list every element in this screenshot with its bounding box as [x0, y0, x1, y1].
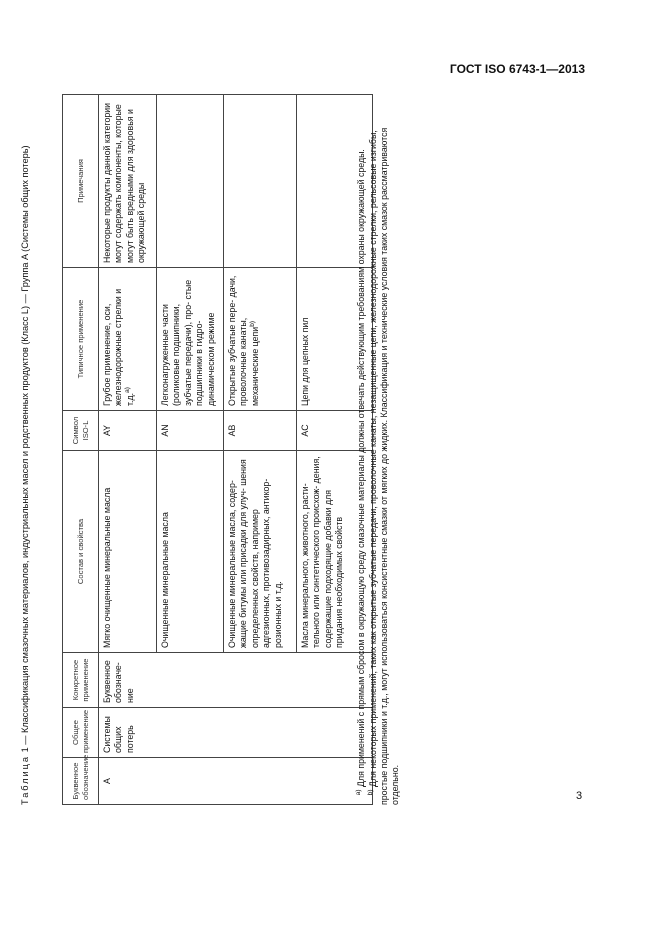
page-number: 3 [576, 790, 583, 802]
footnote-mark: а) [355, 789, 363, 796]
header-letter: Буквенное обозначение [63, 758, 99, 805]
group-general: Системы общих потерь [99, 708, 373, 758]
notes-cell: Некоторые продукты данной категории могут содержать компоненты, которые могут быть вредными для здоровья и окружающей среды [99, 95, 157, 268]
symbol-cell: AY [99, 411, 157, 451]
symbol-cell: AB [224, 411, 297, 451]
symbol-cell: AN [157, 411, 224, 451]
classification-table [62, 94, 373, 805]
footnotes [356, 105, 402, 805]
group-letter: A [99, 758, 373, 805]
table-header-row [63, 95, 99, 805]
footnote-mark: b) [367, 789, 375, 796]
header-general: Общее применение [63, 708, 99, 758]
footnote-text: Для применений с прямым сбросом в окружающую среду смазочные материалы должны отвечать действующим требованиям охраны окружающей среды. [356, 149, 366, 787]
footnote-ref: а) [123, 387, 131, 393]
typical-cell [157, 268, 224, 411]
standard-header: ГОСТ ISO 6743-1—2013 [449, 62, 585, 76]
notes-cell-empty [157, 95, 224, 268]
header-symbol: Символ ISO-L [63, 411, 99, 451]
notes-cell-empty [224, 95, 297, 268]
group-specific: Буквенное обозначе- ние [99, 653, 373, 708]
symbol-cell: AC [297, 411, 373, 451]
composition-cell: Мягко очищенные минеральные масла [99, 451, 157, 653]
table-row [99, 95, 157, 805]
composition-cell: Масла минерального, животного, расти- тельного или синтетического происхож- дения, содержащие подходящие добавки для придания необходимых свойств [297, 451, 373, 653]
footnote-text: Для некоторых применений, таких как открытые зубчатые передачи, проволочные канаты, незащищенные цепи, железнодорожные стрелки, рельсовые изгибы, простые подшипники и т.д., могут использоваться консистентные смазки от мягких до жидких. Классификация и технические условия таких смазок рассматриваются отдельно. [368, 127, 400, 805]
typical-cell [224, 268, 297, 411]
composition-cell: Очищенные минеральные масла, содер- жащие битумы или присадки для улуч- шения определенных свойств, например адгезионных, противозадирных, антикор- розионных и т.д. [224, 451, 297, 653]
typical-text: Грубое применение, оси, железнодорожные стрелки и т.д. [102, 288, 135, 406]
header-notes: Примечания [63, 95, 99, 268]
typical-text: Легконагруженные части (роликовые подшипники, зубчатые передачи), про- стые подшипники в гидро- динамическом режиме [160, 279, 216, 406]
header-typical: Типичное применение [63, 268, 99, 411]
header-composition: Состав и свойства [63, 451, 99, 653]
footnote-ref: b) [248, 321, 256, 327]
composition-cell: Очищенные минеральные масла [157, 451, 224, 653]
typical-text: Открытые зубчатые пере- дачи, проволочные канаты, механические цепи [227, 275, 260, 406]
rotated-table-area [18, 95, 400, 805]
table-caption [20, 95, 30, 805]
header-specific: Конкретное применение [63, 653, 99, 708]
caption-text: 1 — Классификация смазочных материалов, индустриальных масел и родственных продуктов (Класс L) — Группа A (Системы общих потерь) [20, 145, 30, 755]
typical-cell [99, 268, 157, 411]
footnote [356, 105, 367, 805]
footnote [368, 105, 401, 805]
typical-text: Цепи для цепных пил [300, 317, 310, 406]
caption-word: Таблица [20, 754, 30, 805]
